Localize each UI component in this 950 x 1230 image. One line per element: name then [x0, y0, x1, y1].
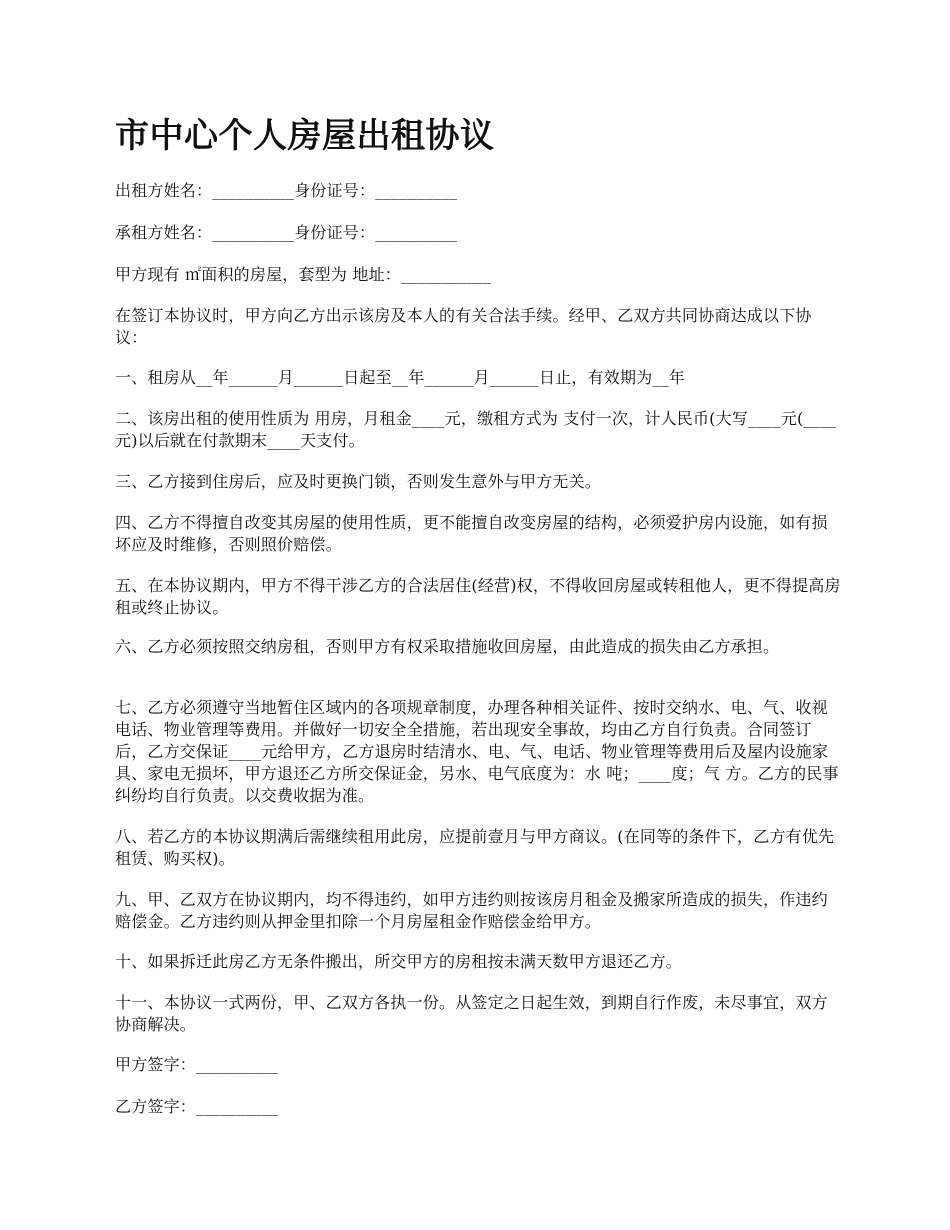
party-b-signature-line: 乙方签字：__________ — [115, 1097, 279, 1116]
clause-6-rent-payment: 六、乙方必须按照交纳房租，否则甲方有权采取措施收回房屋，由此造成的损失由乙方承担。 — [115, 637, 780, 656]
clause-1-term: 一、租房从__年______月______日起至__年______月______日止，有效期为__年 — [115, 368, 686, 387]
party-a-signature-line: 甲方签字：__________ — [115, 1055, 279, 1074]
clause-2-rent: 二、该房出租的使用性质为 用房，月租金____元，缴租方式为 支付一次，计人民币(大写____元(____元)以后就在付款期末____天支付。 — [115, 409, 837, 450]
clause-10-demolition: 十、如果拆迁此房乙方无条件搬出，所交甲方的房租按未满天数甲方退还乙方。 — [115, 952, 683, 971]
document-title: 市中心个人房屋出租协议 — [115, 116, 495, 156]
agreement-preamble: 在签订本协议时，甲方向乙方出示该房及本人的有关合法手续。经甲、乙双方共同协商达成以下协议： — [115, 306, 812, 347]
clause-3-locks: 三、乙方接到住房后，应及时更换门锁，否则发生意外与甲方无关。 — [115, 472, 602, 491]
property-info-line: 甲方现有 ㎡面积的房屋，套型为 地址：___________ — [115, 265, 492, 284]
lessee-name-id-line: 承租方姓名：__________身份证号：__________ — [115, 223, 458, 242]
clause-9-breach: 九、甲、乙双方在协议期内，均不得违约，如甲方违约则按该房月租金及搬家所造成的损失，作违约赔偿金。乙方违约则从押金里扣除一个月房屋租金作赔偿金给甲方。 — [115, 890, 828, 931]
clause-5-tenant-rights: 五、在本协议期内，甲方不得干涉乙方的合法居住(经营)权，不得收回房屋或转租他人，更不得提高房租或终止协议。 — [115, 576, 841, 617]
lessor-name-id-line: 出租方姓名：__________身份证号：__________ — [115, 181, 458, 200]
clause-7-regulations-deposit: 七、乙方必须遵守当地暂住区域内的各项规章制度，办理各种相关证件、按时交纳水、电、气、收视电话、物业管理等费用。并做好一切安全全措施，若出现安全事故，均由乙方自行负责。合同签订后，乙方交保证____元给甲方，乙方退房时结清水、电、气、电话、物业管理等费用后及屋内设施家具、家电无损坏，甲方退还乙方所交保证金，另水、电气底度为：水 吨；____度；气 方。乙方的民事纠纷均自行负责。以交费收据为准。 — [115, 698, 839, 805]
clause-4-property-use: 四、乙方不得擅自改变其房屋的使用性质，更不能擅自改变房屋的结构，必须爱护房内设施，如有损坏应及时维修，否则照价赔偿。 — [115, 513, 828, 554]
clause-8-renewal: 八、若乙方的本协议期满后需继续租用此房，应提前壹月与甲方商议。(在同等的条件下，乙方有优先租赁、购买权)。 — [115, 827, 835, 868]
clause-11-copies: 十一、本协议一式两份，甲、乙双方各执一份。从签定之日起生效，到期自行作废，未尽事宜，双方协商解决。 — [115, 993, 828, 1034]
